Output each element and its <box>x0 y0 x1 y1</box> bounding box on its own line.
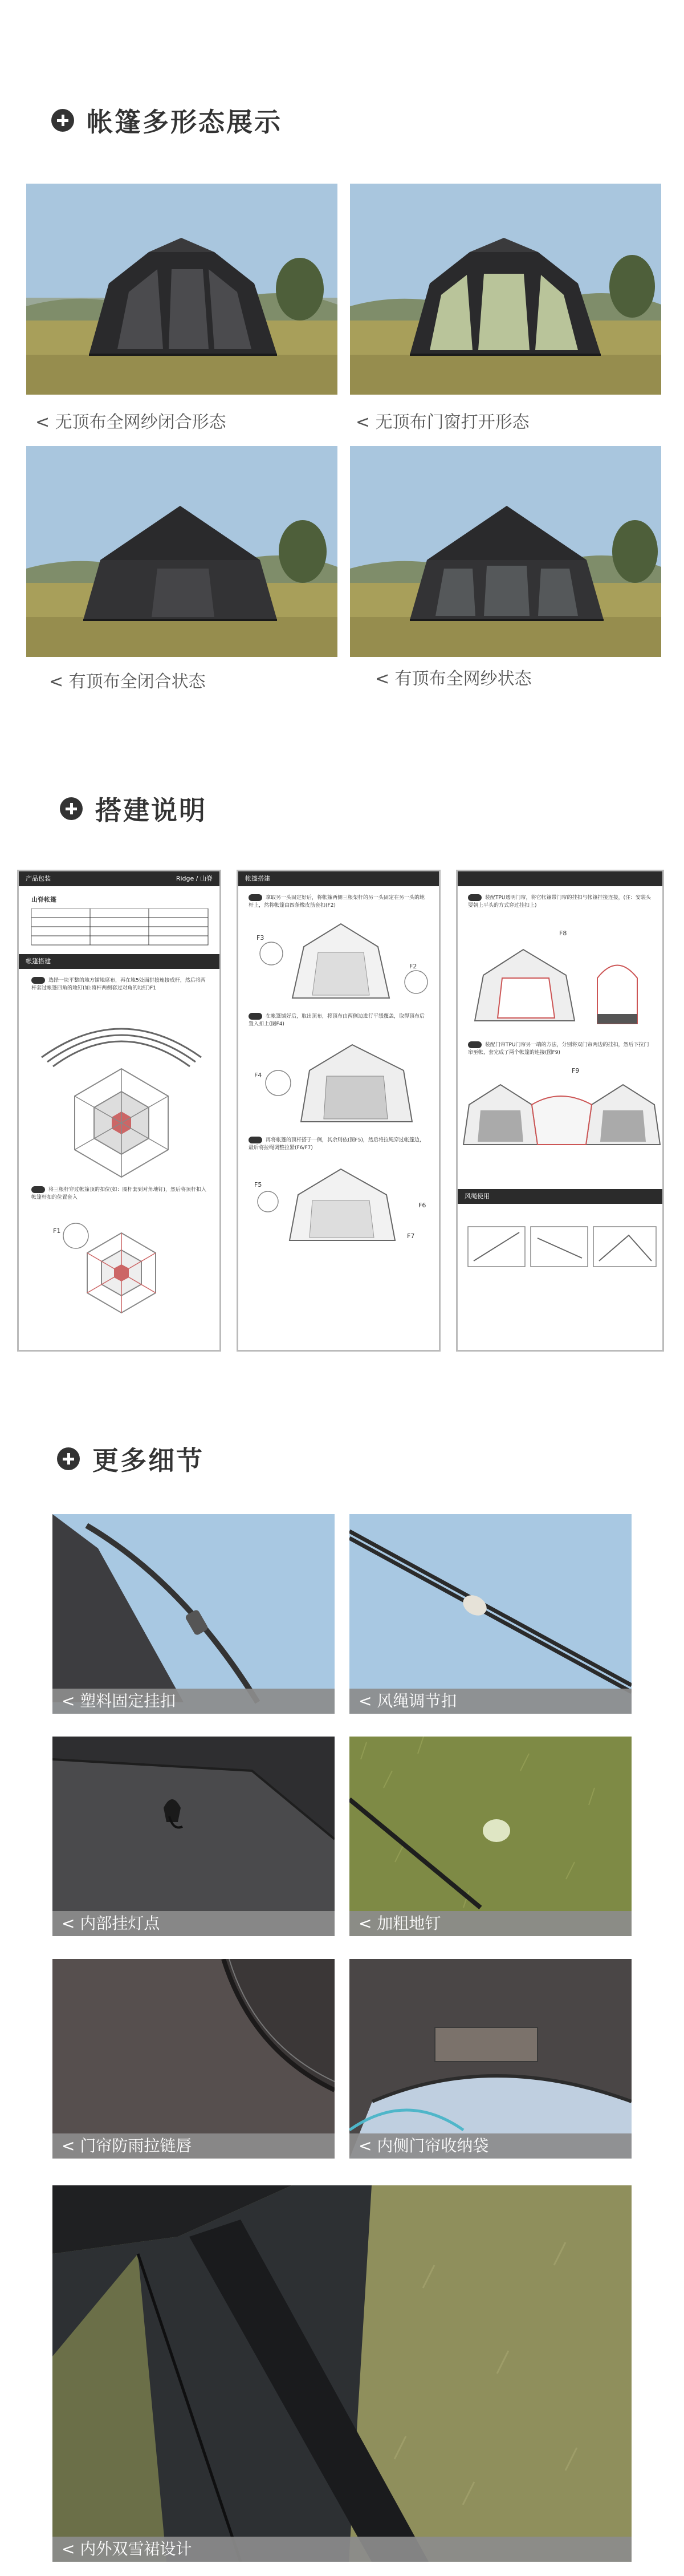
step-badge <box>249 894 262 901</box>
figure-label: F4 <box>254 1072 262 1079</box>
step-7-diagram <box>458 1059 666 1179</box>
tent-photo-door-open <box>350 184 661 395</box>
plus-circle-icon <box>51 109 74 132</box>
step-1-diagram <box>19 995 223 1183</box>
tent-photo-mesh-closed <box>26 184 337 395</box>
step-4-diagram <box>238 1031 442 1133</box>
form-caption: < 无顶布全网纱闭合形态 <box>35 412 226 432</box>
step-5-text: 再将帐篷的顶杆搭于一侧，其余则依(图F5)，然后将拉绳穿过帐篷边，最后将拉绳调整拉紧(F6/F7) <box>249 1137 425 1151</box>
detail-caption: < 加粗地钉 <box>349 1911 632 1936</box>
step-3-text: 拿取另一头固定好后，将帐篷两侧三根架杆的另一头固定在另一头的地杆上，然将帐篷由四条橡皮筋套扣(F2) <box>249 895 425 908</box>
detail-guy-rope-adjuster <box>349 1514 632 1714</box>
detail-plastic-clip <box>52 1514 335 1714</box>
sheet-subtitle: 山脊帐篷 <box>31 896 56 903</box>
detail-caption: < 内侧门帘收纳袋 <box>349 2133 632 2159</box>
figure-label: F3 <box>256 934 264 942</box>
figure-label: F5 <box>254 1181 262 1188</box>
step-2-text: 将三根杆穿过帐篷顶的扣位(如：图杆套到对角地钉)，然后将顶杆扣入帐篷杆扣的位置套入 <box>31 1187 207 1200</box>
detail-caption: < 内部挂灯点 <box>52 1911 335 1936</box>
step-2-diagram <box>19 1204 223 1319</box>
sheet-section-title: 帐篷搭建 <box>26 957 51 965</box>
step-4-text: 在帐篷铺好后，取出顶布，将顶布由两侧边进行平缓覆盖，取得顶布后置入扣上(图F4) <box>249 1013 425 1027</box>
form-caption: < 有顶布全网纱状态 <box>375 669 532 689</box>
sheet-header <box>19 871 219 886</box>
step-badge <box>249 1013 262 1020</box>
tent-photo-fly-mesh <box>350 446 661 657</box>
plus-circle-icon <box>57 1447 80 1470</box>
form-caption: < 无顶布门窗打开形态 <box>356 412 530 432</box>
section-header-forms <box>51 102 282 139</box>
detail-zipper-flap <box>52 1959 335 2159</box>
sheet-header <box>458 871 662 886</box>
figure-label: F2 <box>409 962 417 970</box>
detail-caption: < 内外双雪裙设计 <box>52 2537 632 2562</box>
figure-label: F9 <box>572 1067 580 1074</box>
step-7-text: 装配门帘TPU门帘另一端的方法，分别将双门帘两边的挂扣，然后下拉门帘至帐，套完成了两个帐篷的连接(图F9) <box>468 1042 649 1056</box>
step-5-diagram <box>238 1155 442 1252</box>
plus-circle-icon <box>60 797 83 820</box>
section-header-setup <box>60 790 207 827</box>
detail-caption: < 门帘防雨拉链唇 <box>52 2133 335 2159</box>
sheet-header-left: 帐篷搭建 <box>245 875 270 882</box>
sheet-header-left: 产品包装 <box>26 875 51 882</box>
step-badge <box>31 977 45 984</box>
detail-snow-skirt <box>52 2185 632 2562</box>
guy-rope-diagram <box>458 1204 666 1272</box>
setup-sheet-2 <box>237 870 441 1352</box>
setup-sheet-3 <box>456 870 664 1352</box>
figure-label: F1 <box>53 1227 61 1235</box>
sheet-header <box>238 871 439 886</box>
detail-lantern-hook <box>52 1737 335 1936</box>
figure-label: F7 <box>407 1232 415 1240</box>
tent-photo-fly-closed <box>26 446 337 657</box>
sheet-section-bar <box>19 954 219 969</box>
detail-door-pocket <box>349 1959 632 2159</box>
step-badge <box>468 894 482 901</box>
detail-stake <box>349 1737 632 1936</box>
step-badge <box>249 1137 262 1143</box>
section-header-details <box>57 1440 204 1478</box>
section-title: 更多细节 <box>92 1445 204 1476</box>
sheet-section-bar <box>458 1189 662 1204</box>
section-title: 搭建说明 <box>95 795 207 826</box>
sheet-section-title: 风绳使用 <box>465 1192 490 1200</box>
setup-sheet-1 <box>17 870 221 1352</box>
step-badge <box>31 1186 45 1193</box>
detail-caption: < 风绳调节扣 <box>349 1689 632 1714</box>
figure-label: F6 <box>418 1201 426 1209</box>
figure-label: F8 <box>559 929 567 937</box>
sheet-header-right: Ridge / 山脊 <box>176 875 213 882</box>
step-badge <box>468 1041 482 1048</box>
step-1-text: 选择一块平整的地方铺地席布，再在地5处面拼接连接成杆，然后将两杆套过帐篷四角的地钉(如:将杆两侧套过对角的地钉)F1 <box>31 977 206 991</box>
step-3-diagram <box>238 912 442 1009</box>
step-6-text: 装配TPU透明门帘，将它帐篷带门帘的挂扣与帐篷挂接连接，(注：安装头要朝上平头的方式穿过挂扣上) <box>468 895 652 908</box>
parts-table <box>31 908 214 948</box>
form-caption: < 有顶布全闭合状态 <box>49 672 206 692</box>
step-6-diagram <box>458 912 666 1038</box>
section-title: 帐篷多形态展示 <box>87 107 282 137</box>
detail-caption: < 塑料固定挂扣 <box>52 1689 335 1714</box>
